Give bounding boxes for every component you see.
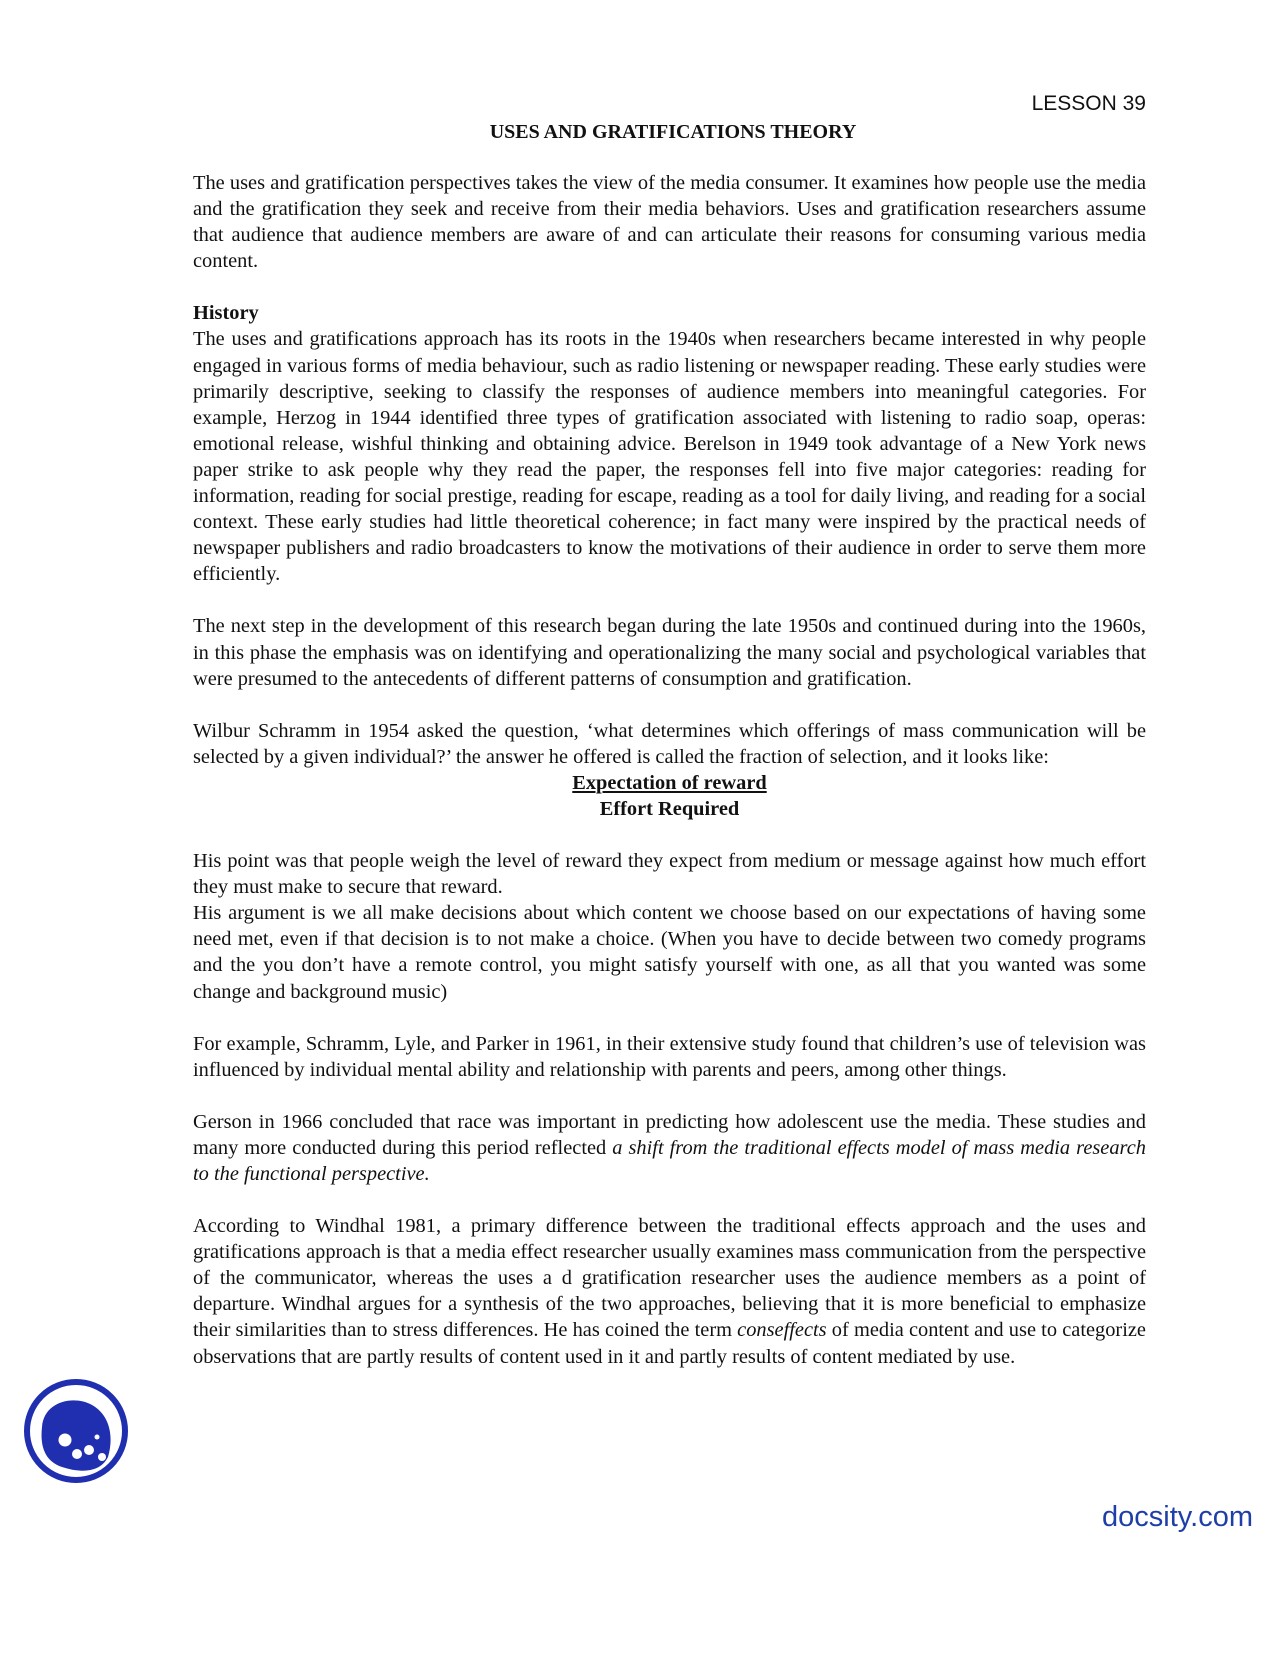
lesson-number: LESSON 39	[1031, 92, 1146, 115]
point-paragraph: His point was that people weigh the level of reward they expect from medium or message against how much effort they must make to secure that reward.	[193, 850, 1146, 899]
windhal-paragraph	[193, 1213, 1146, 1370]
section-heading-history: History	[193, 302, 259, 325]
gerson-paragraph	[193, 1109, 1146, 1187]
docsity-logo-icon	[22, 1377, 130, 1485]
page-title: USES AND GRATIFICATIONS THEORY	[489, 121, 857, 143]
fraction-denominator: Effort Required	[599, 797, 740, 820]
example-paragraph: For example, Schramm, Lyle, and Parker in 1961, in their extensive study found that children’s use of television was influenced by individual mental ability and relationship with parents and peers, among other things.	[193, 1032, 1146, 1081]
windhal-text-start: According to Windhal 1981, a primary difference between the traditional effects approach and the uses and gratifications approach is that a media effect researcher usually examines mass communication from the perspective of the communicator, whereas the uses a d gratification researcher uses the audience members as a point of departure. Windhal argues for a synthesis of the two approaches, believing that it is more beneficial to emphasize their similarities than to stress differences. He has coined the term	[193, 1215, 1146, 1342]
intro-paragraph: The uses and gratification perspectives takes the view of the media consumer. It examines how people use the media and the gratification they seek and receive from their media behaviors. Uses and gratification researchers assume that audience that audience members are aware of and can articulate their reasons for consuming various media content.	[193, 172, 1146, 273]
gerson-italic-text: a shift from the traditional effects model of mass media research to the functional perspective.	[193, 1136, 1146, 1185]
fraction-of-selection	[193, 770, 1146, 822]
fraction-numerator: Expectation of reward	[572, 771, 767, 794]
conseffects-term: conseffects	[737, 1319, 827, 1342]
gerson-text: Gerson in 1966 concluded that race was important in predicting how adolescent use the media. These studies and many more conducted during this period reflected	[193, 1110, 1146, 1159]
history-paragraph-2: The next step in the development of this research began during the late 1950s and continued during into the 1960s, in this phase the emphasis was on identifying and operationalizing the many social and psychological variables that were presumed to the antecedents of different patterns of consumption and gratification.	[193, 615, 1146, 690]
windhal-text-end: of media content and use to categorize observations that are partly results of content used in it and partly results of content mediated by use.	[193, 1319, 1146, 1368]
argument-paragraph: His argument is we all make decisions about which content we choose based on our expectations of having some need met, even if that decision is to not make a choice. (When you have to decide between two comedy programs and the you don’t have a remote control, you might satisfy yourself with one, as all that you wanted was some change and background music)	[193, 902, 1146, 1003]
schramm-paragraph: Wilbur Schramm in 1954 asked the question, ‘what determines which offerings of mass communication will be selected by a given individual?’ the answer he offered is called the fraction of selection, and it looks like:	[193, 719, 1146, 768]
history-section	[193, 300, 1146, 587]
document-body	[193, 170, 1146, 1396]
history-paragraph-1: The uses and gratifications approach has its roots in the 1940s when researchers became interested in why people engaged in various forms of media behaviour, such as radio listening or newspaper reading. These early studies were primarily descriptive, seeking to classify the responses of audience members into meaningful categories. For example, Herzog in 1944 identified three types of gratification associated with listening to radio soap, operas: emotional release, wishful thinking and obtaining advice. Berelson in 1949 took advantage of a New York news paper strike to ask people why they read the paper, the responses fell into five major categories: reading for information, reading for social prestige, reading for escape, reading as a tool for daily living, and reading for a social context. These early studies had little theoretical coherence; in fact many were inspired by the practical needs of newspaper publishers and radio broadcasters to know the motivations of their audience in order to serve them more efficiently.	[193, 328, 1146, 586]
docsity-brand-link[interactable]: docsity.com	[1102, 1501, 1253, 1533]
